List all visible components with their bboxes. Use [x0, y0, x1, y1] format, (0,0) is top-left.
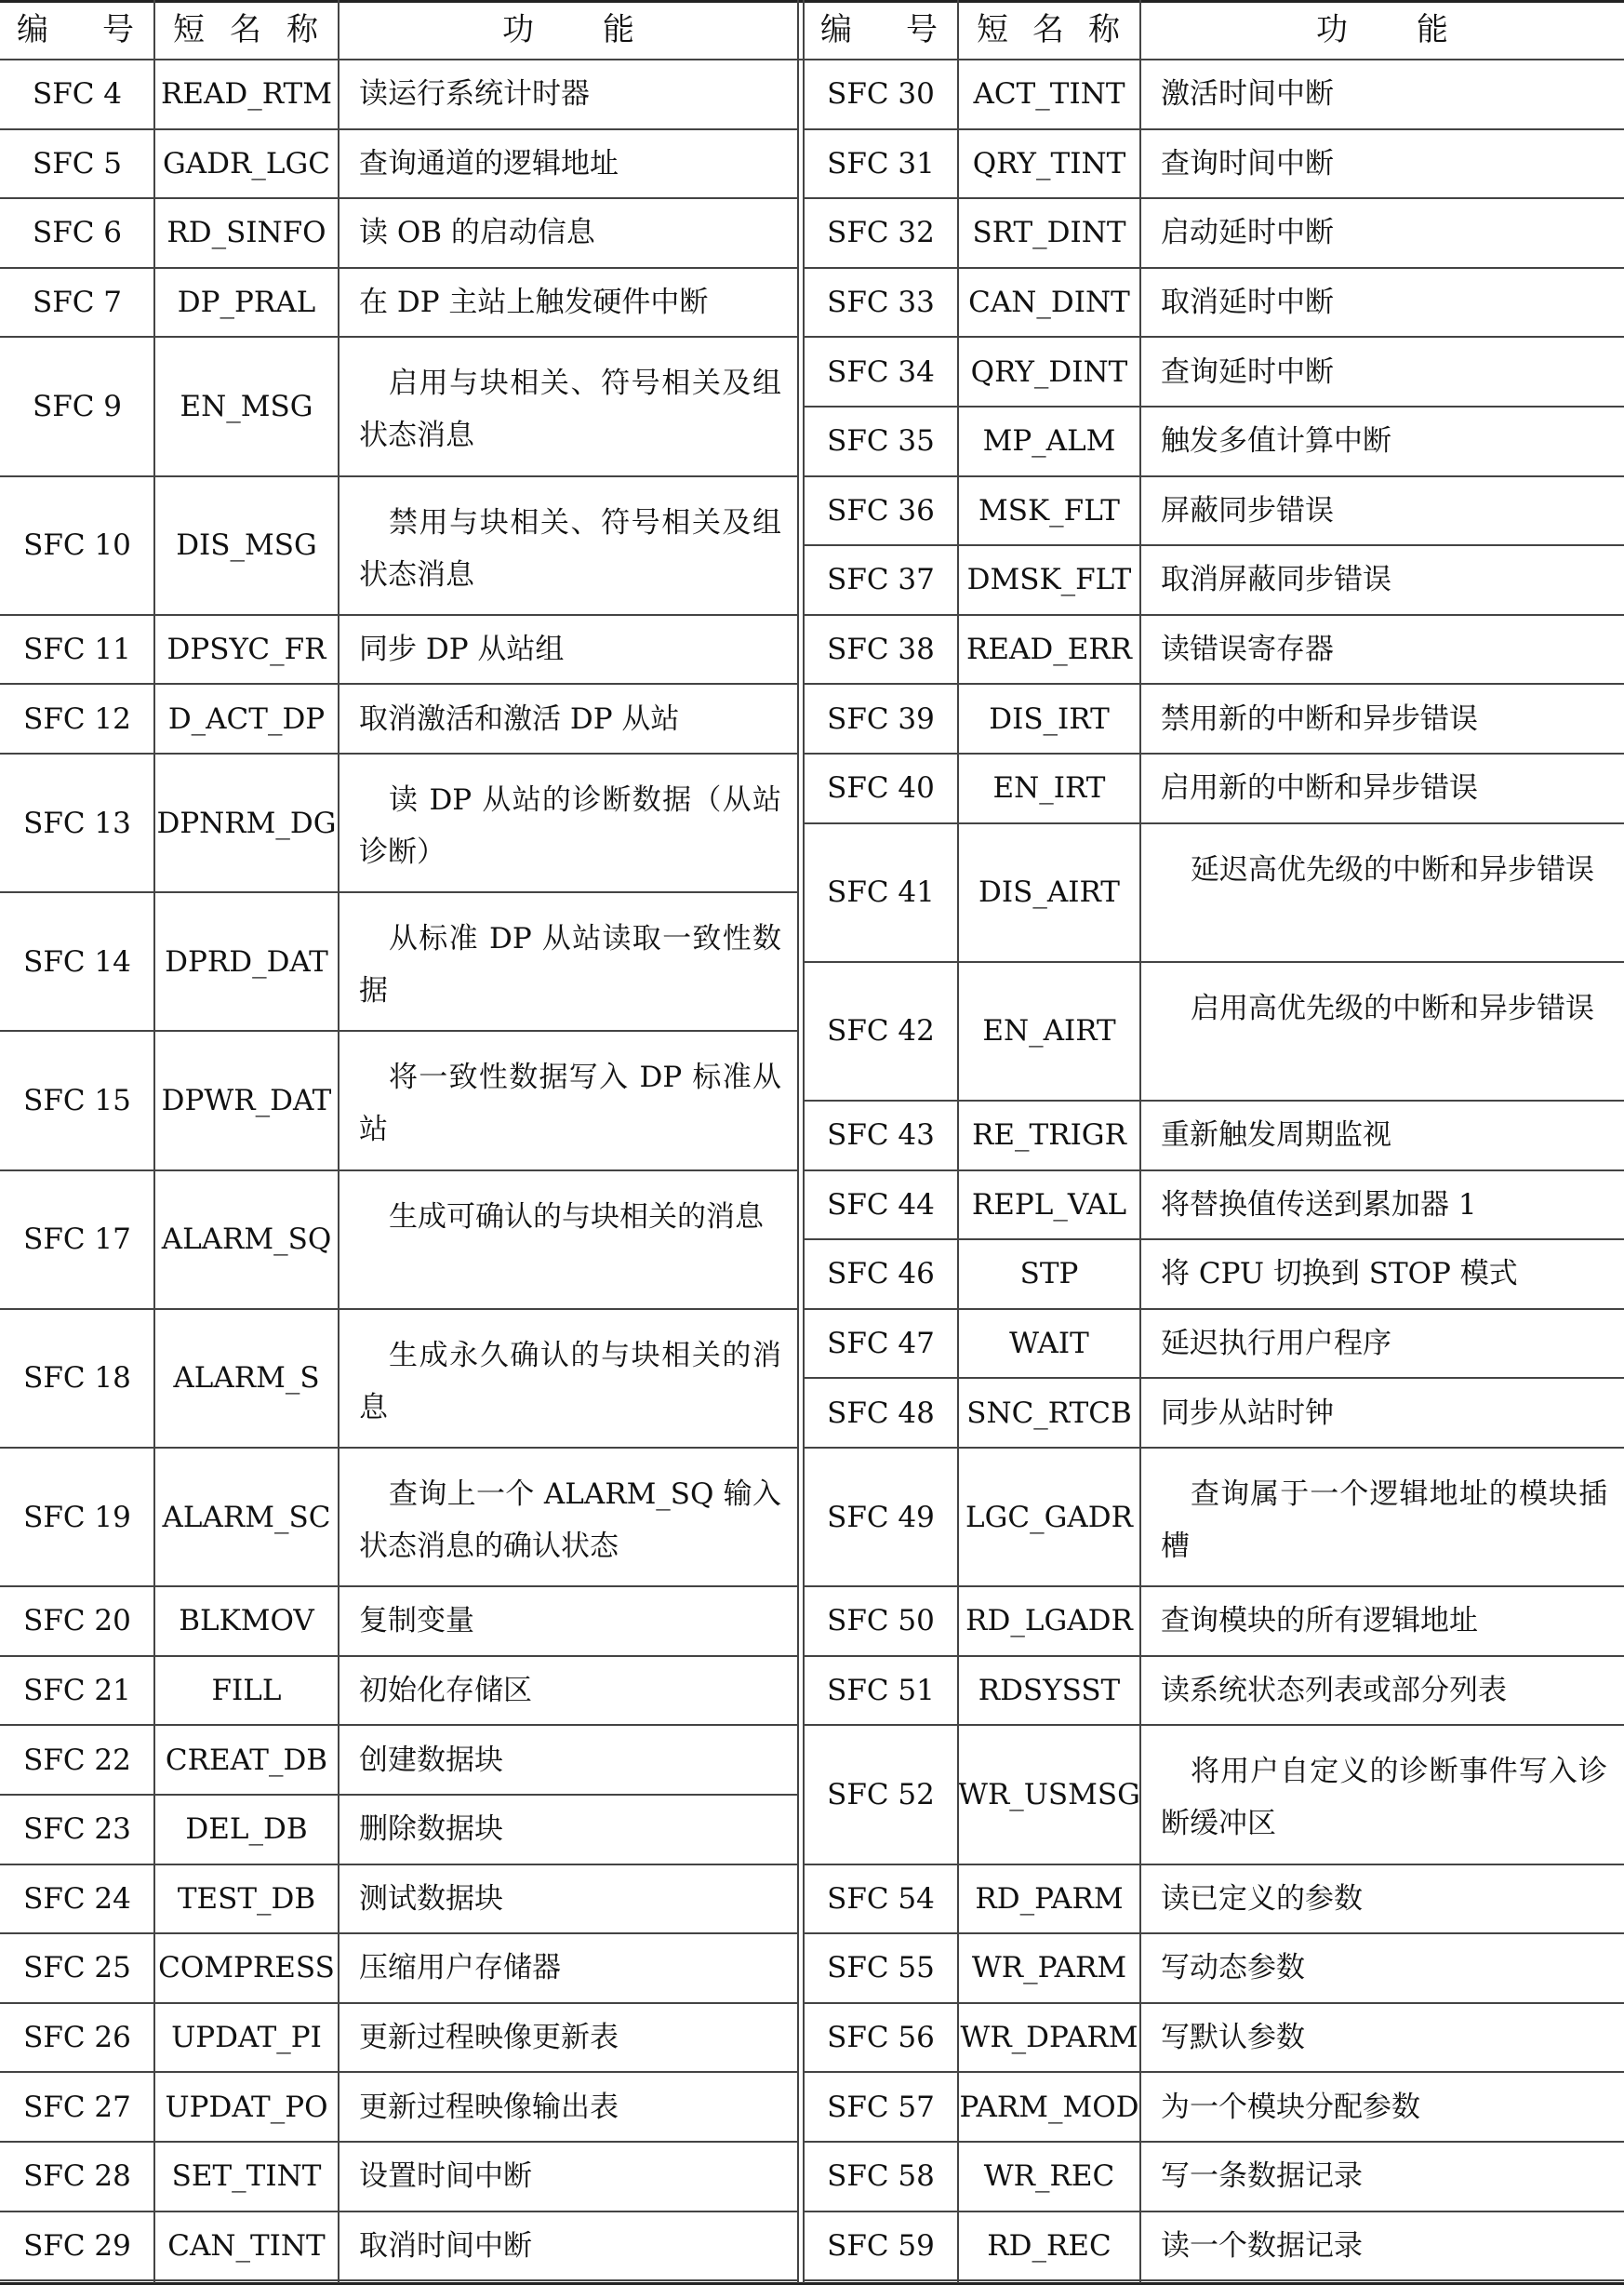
sfc-function: 读 DP 从站的诊断数据（从站诊断） — [359, 783, 781, 869]
sfc-short-name: READ_RTM — [161, 77, 332, 112]
sfc-function: 禁用新的中断和异步错误 — [1161, 702, 1478, 736]
sfc-short-name: WR_PARM — [971, 1951, 1127, 1985]
sfc-function: 创建数据块 — [359, 1743, 503, 1777]
sfc-number: SFC 25 — [23, 1951, 131, 1985]
header-function-right — [1140, 0, 1624, 60]
sfc-short-name: ALARM_SQ — [161, 1223, 332, 1257]
sfc-function: 设置时间中断 — [359, 2159, 532, 2194]
sfc-number: SFC 38 — [827, 633, 935, 667]
sfc-number: SFC 27 — [23, 2090, 131, 2124]
sfc-function: 读运行系统计时器 — [359, 77, 590, 112]
sfc-short-name: RE_TRIGR — [972, 1118, 1126, 1153]
sfc-short-name: CAN_TINT — [167, 2228, 326, 2263]
sfc-number: SFC 13 — [23, 806, 131, 840]
row-rule — [0, 0, 1624, 3]
sfc-short-name: GADR_LGC — [163, 146, 330, 180]
sfc-number: SFC 6 — [32, 216, 123, 250]
sfc-function: 触发多值计算中断 — [1161, 424, 1391, 459]
sfc-short-name: DPRD_DAT — [165, 944, 328, 979]
sfc-number: SFC 46 — [827, 1257, 935, 1291]
sfc-function: 查询上一个 ALARM_SQ 输入状态消息的确认状态 — [359, 1477, 781, 1563]
sfc-number: SFC 12 — [23, 702, 131, 736]
sfc-number: SFC 7 — [32, 286, 123, 320]
sfc-function: 读错误寄存器 — [1161, 633, 1334, 667]
sfc-function: 延迟执行用户程序 — [1161, 1327, 1391, 1361]
sfc-number: SFC 23 — [23, 1812, 131, 1847]
sfc-short-name: WR_DPARM — [960, 2021, 1138, 2055]
sfc-number: SFC 49 — [827, 1500, 935, 1534]
sfc-function: 重新触发周期监视 — [1161, 1118, 1391, 1153]
sfc-short-name: DIS_IRT — [989, 702, 1110, 736]
header-name-char: 称 — [286, 11, 318, 48]
sfc-number: SFC 20 — [23, 1604, 131, 1638]
sfc-function: 在 DP 主站上触发硬件中断 — [359, 286, 709, 320]
column-rule — [803, 0, 805, 2283]
sfc-number: SFC 39 — [827, 702, 935, 736]
sfc-number: SFC 37 — [827, 563, 935, 597]
sfc-short-name: MSK_FLT — [978, 493, 1120, 528]
sfc-short-name: FILL — [211, 1674, 282, 1708]
sfc-number: SFC 17 — [23, 1223, 131, 1257]
sfc-function: 查询时间中断 — [1161, 146, 1334, 180]
header-name-char: 短 — [977, 11, 1008, 48]
sfc-number: SFC 24 — [23, 1881, 131, 1916]
sfc-function: 查询模块的所有逻辑地址 — [1161, 1604, 1478, 1638]
header-name-char: 短 — [173, 11, 205, 48]
sfc-short-name: ALARM_S — [173, 1361, 320, 1396]
sfc-function: 生成可确认的与块相关的消息 — [389, 1199, 764, 1234]
sfc-function: 写默认参数 — [1161, 2021, 1305, 2055]
sfc-number: SFC 44 — [827, 1187, 935, 1222]
sfc-short-name: MP_ALM — [982, 424, 1116, 459]
sfc-short-name: RD_SINFO — [166, 216, 326, 250]
sfc-number: SFC 50 — [827, 1604, 935, 1638]
sfc-number: SFC 47 — [827, 1327, 935, 1361]
sfc-number: SFC 9 — [32, 389, 123, 423]
sfc-number: SFC 31 — [827, 146, 935, 180]
sfc-function: 取消时间中断 — [359, 2228, 532, 2263]
sfc-function: 读系统状态列表或部分列表 — [1161, 1674, 1507, 1708]
sfc-short-name: REPL_VAL — [971, 1187, 1127, 1222]
sfc-function: 写动态参数 — [1161, 1951, 1305, 1985]
sfc-short-name: EN_MSG — [180, 389, 313, 423]
sfc-number: SFC 28 — [23, 2159, 131, 2194]
sfc-function: 将 CPU 切换到 STOP 模式 — [1161, 1257, 1518, 1291]
sfc-short-name: TEST_DB — [177, 1881, 316, 1916]
sfc-short-name: RDSYSST — [978, 1674, 1121, 1708]
sfc-short-name: SRT_DINT — [972, 216, 1126, 250]
header-function-char: 能 — [603, 11, 634, 48]
sfc-number: SFC 51 — [827, 1674, 935, 1708]
sfc-short-name: ACT_TINT — [973, 77, 1125, 112]
sfc-function: 查询通道的逻辑地址 — [359, 146, 619, 180]
sfc-number: SFC 52 — [827, 1777, 935, 1811]
header-function-char: 能 — [1417, 11, 1448, 48]
sfc-function: 写一条数据记录 — [1161, 2159, 1363, 2194]
header-number-right — [804, 0, 958, 60]
sfc-short-name: EN_AIRT — [982, 1014, 1116, 1049]
sfc-function: 启用高优先级的中断和异步错误 — [1191, 991, 1594, 1025]
sfc-function: 从标准 DP 从站读取一致性数据 — [359, 922, 781, 1009]
sfc-number: SFC 19 — [23, 1500, 131, 1534]
header-number-char: 号 — [906, 11, 938, 48]
sfc-short-name: WR_REC — [983, 2159, 1115, 2194]
sfc-short-name: SET_TINT — [171, 2159, 322, 2194]
sfc-function: 激活时间中断 — [1161, 77, 1334, 112]
sfc-number: SFC 48 — [827, 1396, 935, 1430]
header-name-char: 名 — [230, 11, 261, 48]
sfc-function: 更新过程映像输出表 — [359, 2090, 619, 2124]
sfc-function: 启用与块相关、符号相关及组状态消息 — [359, 367, 781, 453]
sfc-function: 更新过程映像更新表 — [359, 2021, 619, 2055]
sfc-function: 取消屏蔽同步错误 — [1161, 563, 1391, 597]
header-name-char: 名 — [1032, 11, 1064, 48]
sfc-short-name: ALARM_SC — [162, 1500, 331, 1534]
sfc-number: SFC 54 — [827, 1881, 935, 1916]
sfc-short-name: RD_PARM — [975, 1881, 1124, 1916]
sfc-function: 初始化存储区 — [359, 1674, 532, 1708]
sfc-number: SFC 33 — [827, 286, 935, 320]
sfc-short-name: STP — [1019, 1257, 1079, 1291]
sfc-function: 压缩用户存储器 — [359, 1951, 561, 1985]
sfc-number: SFC 42 — [827, 1014, 935, 1049]
header-function-char: 功 — [1316, 11, 1348, 48]
sfc-short-name: WR_USMSG — [958, 1777, 1140, 1811]
sfc-number: SFC 10 — [23, 528, 131, 563]
header-name-char: 称 — [1088, 11, 1120, 48]
sfc-short-name: COMPRESS — [158, 1951, 335, 1985]
sfc-number: SFC 29 — [23, 2228, 131, 2263]
column-rule — [153, 0, 155, 2283]
sfc-function: 延迟高优先级的中断和异步错误 — [1191, 852, 1594, 887]
sfc-number: SFC 22 — [23, 1743, 131, 1777]
sfc-short-name: DPWR_DAT — [161, 1083, 332, 1117]
sfc-short-name: RD_REC — [987, 2228, 1112, 2263]
sfc-function: 将替换值传送到累加器 1 — [1161, 1187, 1477, 1222]
sfc-number: SFC 14 — [23, 944, 131, 979]
sfc-number: SFC 57 — [827, 2090, 935, 2124]
sfc-function: 屏蔽同步错误 — [1161, 493, 1334, 528]
sfc-number: SFC 26 — [23, 2021, 131, 2055]
sfc-function: 同步 DP 从站组 — [359, 633, 565, 667]
header-number-char: 编 — [820, 11, 852, 48]
header-short-name-left — [154, 0, 339, 60]
sfc-function: 同步从站时钟 — [1161, 1396, 1334, 1430]
sfc-short-name: CREAT_DB — [165, 1743, 328, 1777]
header-number-left — [0, 0, 154, 60]
sfc-number: SFC 34 — [827, 354, 935, 389]
header-short-name-right — [958, 0, 1140, 60]
column-rule — [338, 0, 339, 2283]
sfc-function: 查询延时中断 — [1161, 354, 1334, 389]
sfc-function: 将一致性数据写入 DP 标准从站 — [359, 1061, 781, 1147]
sfc-function: 读已定义的参数 — [1161, 1881, 1363, 1916]
sfc-function: 生成永久确认的与块相关的消息 — [359, 1338, 781, 1424]
sfc-function: 复制变量 — [359, 1604, 474, 1638]
sfc-function: 启动延时中断 — [1161, 216, 1334, 250]
sfc-short-name: RD_LGADR — [965, 1604, 1133, 1638]
sfc-short-name: DMSK_FLT — [966, 563, 1132, 597]
sfc-short-name: EN_IRT — [992, 771, 1106, 806]
sfc-short-name: DEL_DB — [185, 1812, 308, 1847]
sfc-number: SFC 30 — [827, 77, 935, 112]
sfc-number: SFC 11 — [23, 633, 131, 667]
sfc-function: 启用新的中断和异步错误 — [1161, 771, 1478, 806]
sfc-number: SFC 41 — [827, 875, 935, 910]
sfc-function: 测试数据块 — [359, 1881, 503, 1916]
row-rule — [804, 2279, 1624, 2281]
sfc-number: SFC 21 — [23, 1674, 131, 1708]
sfc-number: SFC 36 — [827, 493, 935, 528]
sfc-short-name: DIS_MSG — [176, 528, 317, 563]
sfc-number: SFC 15 — [23, 1083, 131, 1117]
header-number-char: 号 — [102, 11, 134, 48]
sfc-short-name: LGC_GADR — [965, 1500, 1133, 1534]
column-rule — [957, 0, 959, 2283]
sfc-number: SFC 32 — [827, 216, 935, 250]
sfc-number: SFC 43 — [827, 1118, 935, 1153]
sfc-number: SFC 4 — [32, 77, 123, 112]
sfc-function: 为一个模块分配参数 — [1161, 2090, 1420, 2124]
sfc-number: SFC 55 — [827, 1951, 935, 1985]
sfc-number: SFC 59 — [827, 2228, 935, 2263]
sfc-function: 读一个数据记录 — [1161, 2228, 1363, 2263]
sfc-short-name: QRY_TINT — [972, 146, 1126, 180]
sfc-short-name: DP_PRAL — [177, 286, 316, 320]
sfc-short-name: D_ACT_DP — [167, 702, 326, 736]
sfc-number: SFC 5 — [32, 146, 123, 180]
sfc-number: SFC 18 — [23, 1361, 131, 1396]
row-rule — [0, 59, 1624, 60]
column-rule — [797, 0, 799, 2283]
column-rule — [1139, 0, 1141, 2283]
sfc-function: 将用户自定义的诊断事件写入诊断缓冲区 — [1161, 1755, 1607, 1841]
sfc-short-name: DPNRM_DG — [156, 806, 337, 840]
sfc-function: 读 OB 的启动信息 — [359, 216, 595, 250]
sfc-short-name: PARM_MOD — [959, 2090, 1139, 2124]
sfc-short-name: DIS_AIRT — [978, 875, 1120, 910]
header-number-char: 编 — [17, 11, 48, 48]
sfc-short-name: WAIT — [1009, 1327, 1089, 1361]
sfc-short-name: QRY_DINT — [970, 354, 1128, 389]
sfc-number: SFC 56 — [827, 2021, 935, 2055]
sfc-short-name: SNC_RTCB — [966, 1396, 1132, 1430]
sfc-short-name: UPDAT_PO — [165, 2090, 328, 2124]
sfc-number: SFC 40 — [827, 771, 935, 806]
header-function-char: 功 — [502, 11, 534, 48]
sfc-short-name: DPSYC_FR — [166, 633, 326, 667]
header-function-left — [339, 0, 798, 60]
sfc-short-name: READ_ERR — [965, 633, 1133, 667]
sfc-function: 禁用与块相关、符号相关及组状态消息 — [359, 505, 781, 592]
sfc-function: 取消激活和激活 DP 从站 — [359, 702, 680, 736]
sfc-number: SFC 58 — [827, 2159, 935, 2194]
row-rule — [0, 2279, 798, 2281]
sfc-function: 取消延时中断 — [1161, 286, 1334, 320]
sfc-number: SFC 35 — [827, 424, 935, 459]
sfc-function: 查询属于一个逻辑地址的模块插槽 — [1161, 1477, 1607, 1563]
sfc-short-name: CAN_DINT — [968, 286, 1130, 320]
sfc-function: 删除数据块 — [359, 1812, 503, 1847]
sfc-short-name: UPDAT_PI — [171, 2021, 322, 2055]
sfc-short-name: BLKMOV — [179, 1604, 314, 1638]
